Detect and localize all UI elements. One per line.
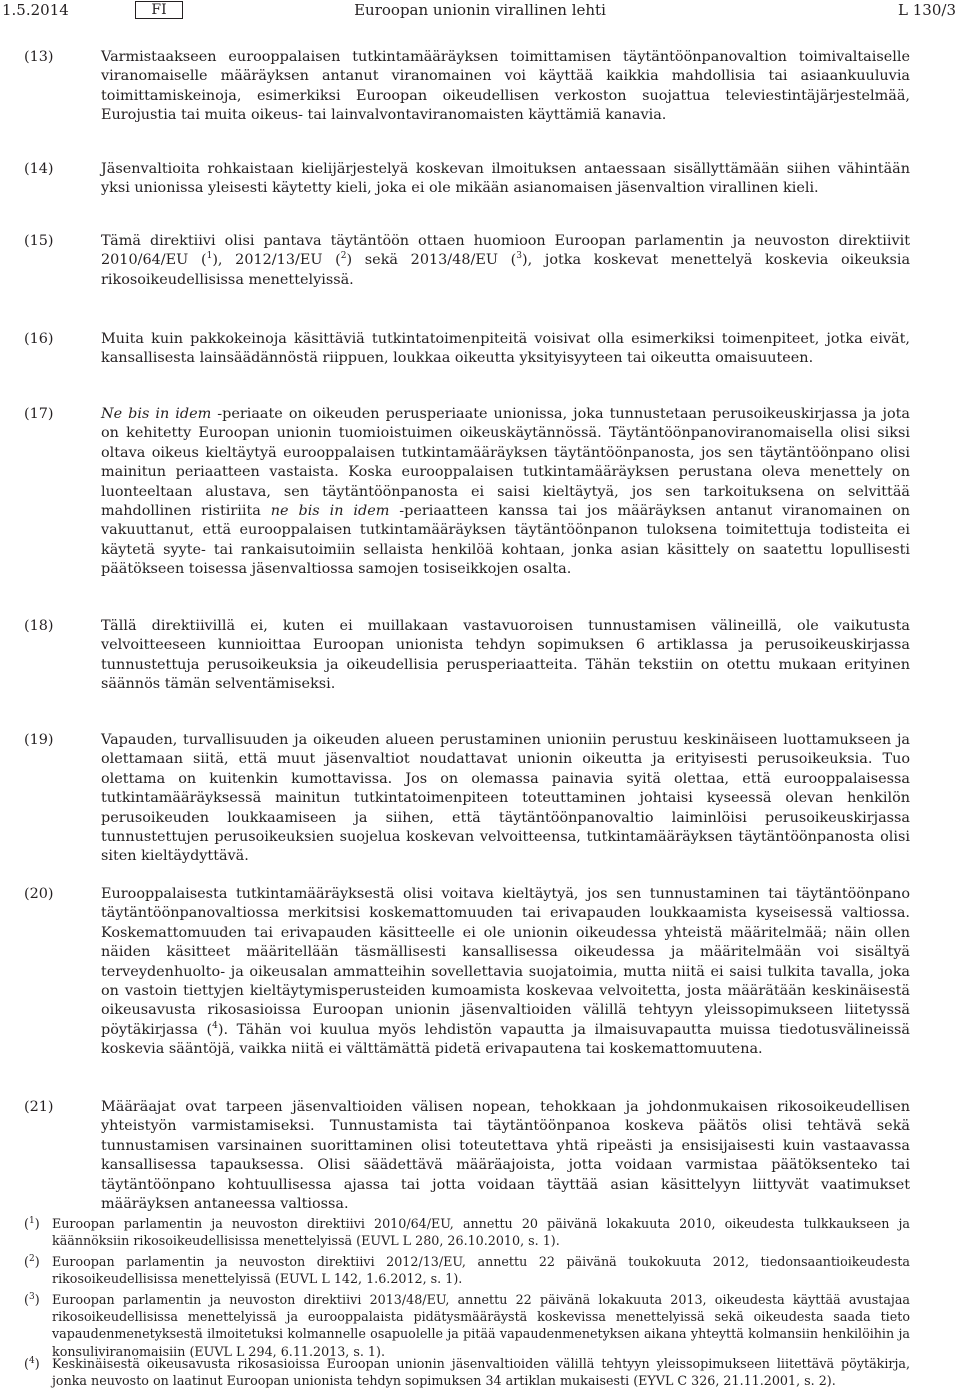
footnote-ref[interactable]: 1 [206,251,213,262]
recital-number: (13) [24,49,54,65]
text-run: Eurooppalaisesta tutkintamääräyksestä olisi voitava kieltäytyä, jos sen tunnustaminen tai täytäntöönpano täytäntöönpanovaltiossa merkitsisi koskemattomuuden tai erivapauden loukkaamista kyseisessä valtiossa. Koskemattomuuden tai erivapauden käsitteelle ei ole unionin oikeudessa yhteistä määritelmää; näin ollen näiden käsitteet määritellään täsmällisesti kansallisessa oikeudessa ja määritelmään voi sisältyä terveydenhuolto- ja oikeusalan ammatteihin sovellettavia suojatoimia, mutta niitä ei saisi tulkita tavalla, joka on vastoin tiettyjen kieltäytymisperusteiden kumoamista koskevaa velvoitetta, josta määrätään keskinäisestä oikeusavusta rikosasioissa Euroopan unionin jäsenvaltioiden välillä tehtyyn yleissopimukseen liitetyssä pöytäkirjassa ( [101,886,910,1038]
latin-term: ne bis in idem [270,503,390,520]
recital-text [101,232,910,290]
recital-text [101,405,910,580]
page-header [0,0,960,20]
recital-text: Varmistaakseen eurooppalaisen tutkintamääräyksen toimittamisen täytäntöönpanovaltion toimivaltaiselle viranomaiselle määräyksen antanut viranomainen voi käyttää kaikkia mahdollisia tai asiaankuuluvia toimittamiskeinoja, esimerkiksi Euroopan oikeudellisen verkoston suojattua televiestintäjärjestelmää, Eurojustia tai muita oikeus- tai lainvalvontaviranomaisten käyttämiä kanavia. [101,49,910,124]
language-code-box: FI [135,1,183,19]
recital-number: (20) [24,886,54,902]
recital-number: (18) [24,618,54,634]
footnote-text: Euroopan parlamentin ja neuvoston direktiivi 2013/48/EU, annettu 22 päivänä lokakuuta 2013, oikeudesta käyttää avustajaa rikosoikeudellisissa menettelyissä ja eurooppalaista pidätysmääräystä koskevissa menettelyissä sekä oikeudesta saada tieto vapaudenmenetyksestä ilmoitetuksi kolmannelle osapuolelle ja pitää vapaudenmenetyksen aikana yhteyttä kolmansiin henkilöihin ja konsuliviranomaisiin (EUVL L 294, 6.11.2013, s. 1). [52,1292,910,1359]
recital-text: Tällä direktiivillä ei, kuten ei muillakaan vastavuoroisen tunnustamisen välineillä, ole vaikutusta velvoitteeseen kunnioittaa Euroopan unionista tehdyn sopimuksen 6 artiklassa ja perusoikeuskirjassa tunnustettuja perusoikeuksia ja oikeudellisia perusperiaatteita. Tähän tekstiin on otettu mukaan erityinen säännös tämän selventämiseksi. [101,618,910,693]
footnote-text: Euroopan parlamentin ja neuvoston direktiivi 2012/13/EU, annettu 22 päivänä toukokuuta 2012, tiedonsaantioikeudesta rikosoikeudellisissa menettelyissä (EUVL L 142, 1.6.2012, s. 1). [52,1254,910,1287]
recital-text [101,885,910,1060]
footnote-marker: ($^1$) [24,1215,40,1231]
publication-date: 1.5.2014 [2,1,69,19]
recital-number: (21) [24,1099,54,1115]
recital-number: (16) [24,331,54,347]
footnote-ref[interactable]: 2 [340,251,347,262]
text-run: -periaate on oikeuden perusperiaate unionissa, joka tunnustetaan perusoikeuskirjassa ja jota on kehitetty Euroopan unionin tuomioistuimen oikeuskäytännössä. Täytäntöönpanoviranomaisella olisi siksi oltava oikeus kieltäytyä eurooppalaisen tutkintamääräyksen täytäntöönpanosta, jos sen täytäntöönpano olisi mainitun periaatteen vastaista. Koska eurooppalaisen tutkintamääräyksen perustana oleva menettely on luonteeltaan alustava, sen täytäntöönpanosta ei saisi kieltäytyä, jos sen tarkoituksena on selvittää mahdollinen ristiriita [101,406,910,520]
recital-number: (19) [24,732,54,748]
text-run: ). Tähän voi kuulua myös lehdistön vapautta ja ilmaisuvapautta muissa tiedotusvälineissä koskevia sääntöjä, vaikka niitä ei välttämättä pidetä erivapautena tai koskemattomuutena. [101,1021,910,1058]
text-run: Tämä direktiivi olisi pantava täytäntöön ottaen huomioon Euroopan parlamentin ja neuvoston direktiivit 2010/64/EU ( [101,233,910,269]
recital-text: Määräajat ovat tarpeen jäsenvaltioiden välisen nopean, tehokkaan ja johdonmukaisen rikosoikeudellisen yhteistyön varmistamiseksi. Tunnustamista tai täytäntöönpanoa koskeva päätös olisi tehtävä sekä tunnustamisen varsinainen suorittaminen olisi toteutettava yhtä ripeästi ja ensisijaisesti kuin vastaavassa kansallisessa tapauksessa. Olisi säädettävä määräajoista, jotta voidaan varmistaa päätöksenteko tai täytäntöönpano kohtuullisessa ajassa tai jotta voidaan täyttää asian käsittelyyn liittyvät vaatimukset määräyksen antaneessa valtiossa. [101,1099,910,1213]
footnote-marker: ($^4$) [24,1355,40,1371]
recital-number: (14) [24,161,54,177]
footnote-text: Euroopan parlamentin ja neuvoston direktiivi 2010/64/EU, annettu 20 päivänä lokakuuta 2010, oikeudesta tulkkaukseen ja käännöksiin rikosoikeudellisissa menettelyissä (EUVL L 280, 26.10.2010, s. 1). [52,1216,910,1249]
recital-number: (15) [24,233,54,249]
text-run: ), jotka koskevat menettelyä koskevia oikeuksia rikosoikeudellisissa menettelyissä. [101,252,911,288]
recital-number: (17) [24,406,54,422]
page-reference: L 130/3 [898,1,956,19]
recital-text: Jäsenvaltioita rohkaistaan kielijärjestelyä koskevan ilmoituksen antaessaan sisällyttämään siihen vähintään yksi unionissa yleisesti käytetty kieli, joka ei ole mikään asianomaisen jäsenvaltion virallinen kieli. [101,161,910,197]
text-run: ) sekä 2013/48/EU ( [346,252,517,269]
footnote-marker: ($^2$) [24,1253,40,1269]
recital-text: Muita kuin pakkokeinoja käsittäviä tutkintatoimenpiteitä voisivat olla esimerkiksi toimenpiteet, jotka eivät, kansallisesta lainsäädännöstä riippuen, loukkaa oikeutta yksityisyyteen tai oikeutta omaisuuteen. [101,331,910,367]
footnote-text: Keskinäisestä oikeusavusta rikosasioissa Euroopan unionin jäsenvaltioiden välillä tehtyyn yleissopimukseen liitettävä pöytäkirja, jonka neuvosto on laatinut Euroopan unionista tehdyn sopimuksen 34 artiklan mukaisesti (EYVL C 326, 21.11.2001, s. 2). [52,1356,910,1389]
footnote-marker: ($^3$) [24,1291,40,1307]
footnote-ref[interactable]: 3 [516,251,522,262]
recital-text: Vapauden, turvallisuuden ja oikeuden alueen perustaminen unioniin perustuu keskinäiseen luottamukseen ja olettamaan siitä, että muut jäsenvaltiot noudattavat unionin oikeutta ja erityisesti perusoikeuksia. Tuo olettama on kuitenkin kumottavissa. Jos on olemassa painavia syitä olettaa, että eurooppalaisessa tutkintamääräyksessä mainitun tutkintatoimenpiteen toteuttaminen johtaisi kyseessä olevan henkilön perusoikeuden loukkaamiseen ja siihen, että täytäntöönpanovaltio laiminlöisi perusoikeuskirjassa tunnustettujen perusoikeuksien suojelua koskevan velvoitteensa, tutkintamääräyksen täytäntöönpanosta olisi siten kieltäydyttävä. [101,732,910,865]
text-run: -periaatteen kanssa tai jos määräyksen antanut viranomainen on vakuuttanut, että eurooppalaisen tutkintamääräyksen täytäntöönpanon tuloksena toimitettuja todisteita ei käytetä syyte- tai rankaisutoimiin sellaista henkilöä kohtaan, jonka asian käsittely on saatettu lopullisesti päätökseen toisessa jäsenvaltiossa samojen tosiseikkojen osalta. [101,503,911,578]
latin-term: Ne bis in idem [101,406,212,422]
footnote-ref[interactable]: 4 [212,1021,218,1032]
journal-title: Euroopan unionin virallinen lehti [354,1,606,19]
text-run: ), 2012/13/EU ( [212,252,341,269]
